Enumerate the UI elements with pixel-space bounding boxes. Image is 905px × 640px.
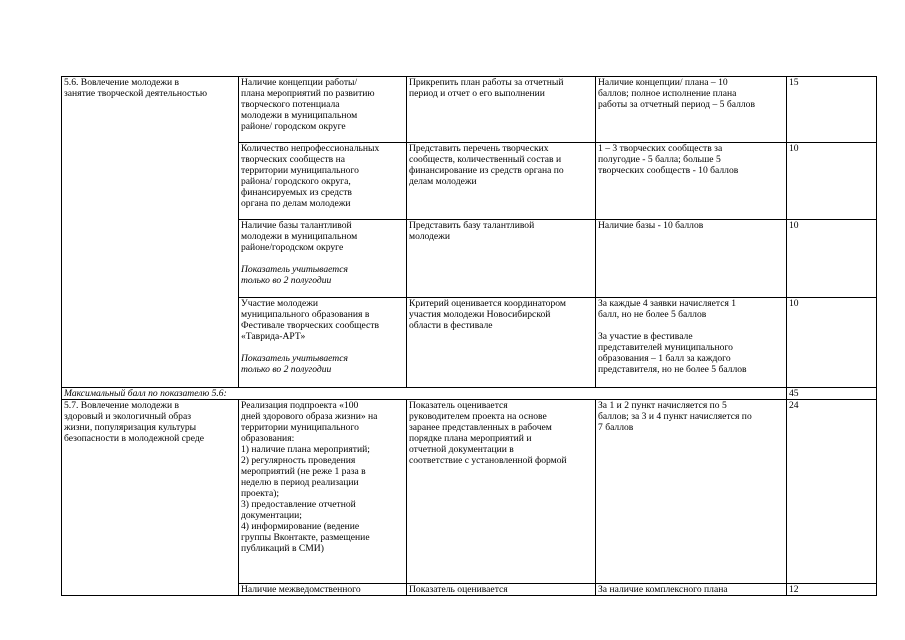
indicator-note: только во 2 полугодии bbox=[241, 275, 332, 286]
section-cell: 5.7. Вовлечение молодежи в здоровый и экологичный образ жизни, популяризация культуры безопасности в молодежной среде bbox=[62, 400, 239, 596]
criteria-cell: Наличие концепции/ плана – 10 баллов; полное исполнение плана работы за отчетный период – 5 баллов bbox=[596, 77, 787, 143]
score-cell: 24 bbox=[787, 400, 877, 584]
score-cell: 10 bbox=[787, 220, 877, 298]
score-cell: 10 bbox=[787, 298, 877, 388]
report-cell: Критерий оценивается координатором участия молодежи Новосибирской области в фестивале bbox=[407, 298, 596, 388]
indicator-cell: Количество непрофессиональных творческих сообществ на территории муниципального района/ городского округа, финансируемых из средств органа по делам молодежи bbox=[239, 143, 407, 220]
indicator-note: Показатель учитывается bbox=[241, 264, 348, 275]
indicator-cell: Наличие базы талантливой молодежи в муниципальном районе/городском округе Показатель учитывается только во 2 полугодии bbox=[239, 220, 407, 298]
criteria-cell: За каждые 4 заявки начисляется 1 балл, но не более 5 баллов За участие в фестивале представителей муниципального образования – 1 балл за каждого представителя, но не более 5 баллов bbox=[596, 298, 787, 388]
table-row bbox=[62, 77, 877, 143]
report-cell: Представить базу талантливой молодежи bbox=[407, 220, 596, 298]
criteria-cell: За 1 и 2 пункт начисляется по 5 баллов; за 3 и 4 пункт начисляется по 7 баллов bbox=[596, 400, 787, 584]
report-cell: Показатель оценивается bbox=[407, 584, 596, 596]
indicator-cell: Участие молодежи муниципального образования в Фестивале творческих сообществ «Таврида-АРТ» Показатель учитывается только во 2 полугодии bbox=[239, 298, 407, 388]
report-cell: Представить перечень творческих сообществ, количественный состав и финансирование из средств органа по делам молодежи bbox=[407, 143, 596, 220]
indicator-cell: Наличие межведомственного bbox=[239, 584, 407, 596]
total-row bbox=[62, 388, 877, 400]
score-cell: 10 bbox=[787, 143, 877, 220]
indicator-cell: Наличие концепции работы/ плана мероприятий по развитию творческого потенциала молодежи в муниципальном районе/ городском округе bbox=[239, 77, 407, 143]
criteria-cell: За наличие комплексного плана bbox=[596, 584, 787, 596]
table-row bbox=[62, 400, 877, 584]
score-cell: 15 bbox=[787, 77, 877, 143]
indicator-note: только во 2 полугодии bbox=[241, 364, 332, 375]
indicator-cell: Реализация подпроекта «100 дней здорового образа жизни» на территории муниципального образования: 1) наличие плана мероприятий; 2) регулярность проведения мероприятий (не реже 1 раза в неделю в период реализации проекта); 3) предоставление отчетной документации; 4) информирование (ведение группы Вконтакте, размещение публикаций в СМИ) bbox=[239, 400, 407, 584]
indicator-note: Показатель учитывается bbox=[241, 353, 348, 364]
score-cell: 12 bbox=[787, 584, 877, 596]
criteria-cell: Наличие базы - 10 баллов bbox=[596, 220, 787, 298]
section-cell: 5.6. Вовлечение молодежи в занятие творческой деятельностью bbox=[62, 77, 239, 388]
report-cell: Показатель оценивается руководителем проекта на основе заранее представленных в рабочем порядке плана мероприятий и отчетной документации в соответствие с установленной формой bbox=[407, 400, 596, 584]
total-score: 45 bbox=[787, 388, 877, 400]
report-cell: Прикрепить план работы за отчетный период и отчет о его выполнении bbox=[407, 77, 596, 143]
criteria-cell: 1 – 3 творческих сообществ за полугодие - 5 балла; больше 5 творческих сообществ - 10 баллов bbox=[596, 143, 787, 220]
total-label: Максимальный балл по показателю 5.6: bbox=[62, 388, 787, 400]
criteria-table bbox=[61, 76, 877, 596]
